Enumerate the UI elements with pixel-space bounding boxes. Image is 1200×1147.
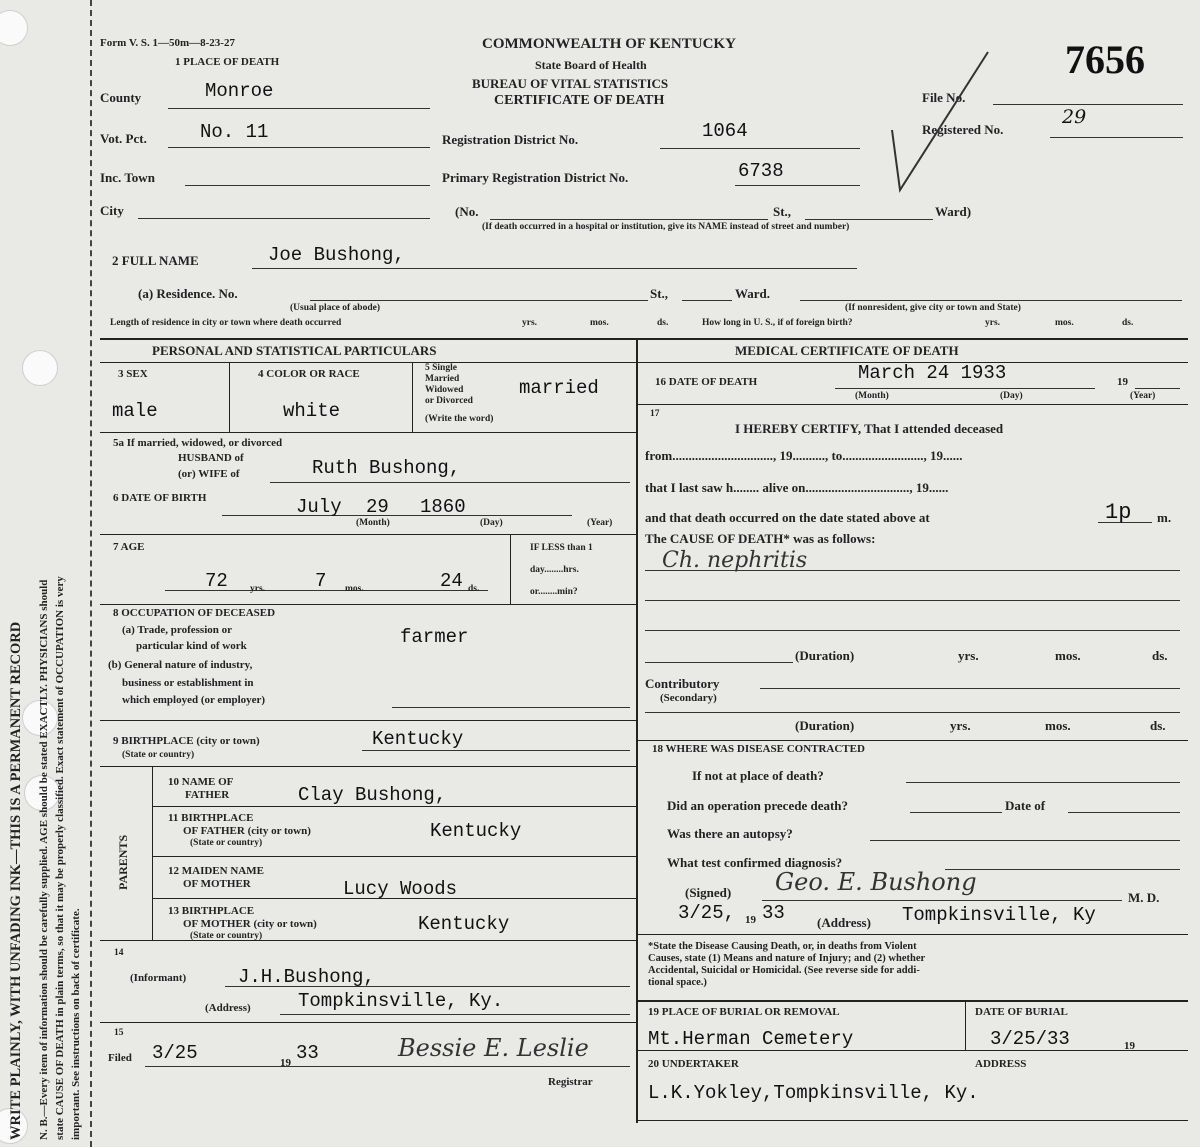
operation-date-underline [1068, 812, 1180, 813]
color-label: 4 COLOR OR RACE [258, 368, 360, 380]
age-label: 7 AGE [113, 541, 145, 553]
form-number: Form V. S. 1—50m—8-23-27 [100, 37, 235, 49]
vot-pct-label: Vot. Pct. [100, 131, 147, 146]
registrar-label: Registrar [548, 1076, 593, 1088]
city-underline [138, 218, 430, 219]
row-rule-2 [100, 534, 636, 535]
state-name: COMMONWEALTH OF KENTUCKY [482, 36, 736, 52]
signed-date: 3/25, [678, 902, 736, 924]
contributory-underline [760, 688, 1180, 689]
where-contracted-label: 18 WHERE WAS DISEASE CONTRACTED [652, 743, 865, 755]
dod-underline [835, 388, 1095, 389]
usual-place-caption: (Usual place of abode) [290, 303, 380, 313]
marital-write-caption: (Write the word) [425, 414, 494, 424]
cause-line-1 [645, 570, 1180, 571]
attended-from-line: from..............................., 19.........., to........................., 19...... [645, 448, 963, 463]
not-at-place-label: If not at place of death? [692, 768, 824, 783]
street-no-underline [490, 219, 768, 220]
cause-line-2 [645, 600, 1180, 601]
sex-label: 3 SEX [118, 368, 148, 380]
filed-date: 3/25 [152, 1042, 198, 1064]
grid-top-line [100, 338, 1188, 340]
test-confirmed-label: What test confirmed diagnosis? [667, 855, 843, 870]
signed-year: 33 [762, 902, 785, 924]
filed-year: 33 [296, 1042, 319, 1064]
primary-district-underline [735, 185, 860, 186]
certificate-title: CERTIFICATE OF DEATH [494, 93, 665, 108]
signed-underline [762, 900, 1122, 901]
place-of-death-title: 1 PLACE OF DEATH [175, 56, 280, 68]
margin-instruction-2: state CAUSE OF DEATH in plain terms, so that it may be properly classified. Exact statement of OCCUPATION is very [54, 576, 66, 1140]
informant-number: 14 [114, 948, 124, 958]
margin-instruction-main: WRITE PLAINLY, WITH UNFADING INK—THIS IS A PERMANENT RECORD [8, 621, 24, 1140]
duration-label-2: (Duration) [795, 718, 855, 733]
duration-underline-1 [645, 662, 793, 663]
age-yrs-caption: yrs. [250, 584, 266, 594]
parents-label: PARENTS [116, 834, 130, 890]
length-mos: mos. [590, 318, 609, 328]
age-less-2: day........hrs. [530, 565, 579, 575]
residence-label: (a) Residence. No. [138, 286, 238, 301]
marital-label-widowed: Widowed [425, 385, 464, 395]
inc-town-label: Inc. Town [100, 170, 155, 185]
how-long-us-label: How long in U. S., if of foreign birth? [702, 318, 853, 328]
duration-ds-1: ds. [1152, 648, 1168, 663]
burial-date-value: 3/25/33 [990, 1028, 1070, 1050]
file-no-label: File No. [922, 90, 966, 105]
not-at-place-underline [906, 782, 1180, 783]
dob-label: 6 DATE OF BIRTH [113, 492, 207, 504]
burial-divider [965, 1000, 966, 1050]
vot-pct-underline [168, 147, 430, 148]
dod-year-caption: (Year) [1130, 391, 1156, 401]
form-bottom-rule [636, 1120, 1188, 1121]
father-bp-value: Kentucky [430, 820, 522, 842]
residence-underline [310, 300, 648, 301]
mother-rule [152, 898, 636, 899]
filed-label: Filed [108, 1052, 132, 1064]
burial-place-label: 19 PLACE OF BURIAL OR REMOVAL [648, 1006, 840, 1018]
father-label-2: FATHER [185, 789, 230, 801]
informant-value: J.H.Bushong, [238, 966, 375, 988]
occupation-a-1: (a) Trade, profession or [122, 624, 232, 636]
marital-label-divorced: or Divorced [425, 396, 473, 406]
dod-year-underline [1135, 388, 1180, 389]
primary-district-value: 6738 [738, 160, 784, 182]
marital-value: married [519, 377, 599, 399]
duration-ds-2: ds. [1150, 718, 1166, 733]
duration-yrs-2: yrs. [950, 718, 971, 733]
physician-signature: Geo. E. Bushong [775, 868, 977, 896]
contributory-label: Contributory [645, 676, 720, 691]
informant-address-underline [280, 1014, 630, 1015]
dod-rule [636, 404, 1188, 405]
residence-ward-underline [800, 300, 1182, 301]
test-confirmed-underline [945, 869, 1180, 870]
row-rule-1 [100, 432, 636, 433]
contributory-rule [636, 740, 1188, 741]
form-left-edge [90, 0, 92, 1147]
stamp-number: 7656 [1065, 37, 1145, 82]
personal-section-title: PERSONAL AND STATISTICAL PARTICULARS [152, 343, 437, 358]
reg-district-underline [660, 148, 860, 149]
county-label: County [100, 90, 142, 105]
file-no-underline [993, 104, 1183, 105]
duration-mos-1: mos. [1055, 648, 1081, 663]
informant-address-label: (Address) [205, 1002, 251, 1014]
dob-underline [222, 515, 572, 516]
mother-label-2: OF MOTHER [183, 878, 251, 890]
informant-label: (Informant) [130, 972, 187, 984]
registered-no-underline [1050, 137, 1183, 138]
undertaker-value: L.K.Yokley,Tompkinsville, Ky. [648, 1082, 979, 1104]
last-saw-line: that I last saw h........ alive on................................, 19...... [645, 480, 949, 495]
length-yrs: yrs. [522, 318, 538, 328]
physician-address-label: (Address) [817, 915, 871, 930]
item-17: 17 [650, 409, 660, 419]
birthplace-label: 9 BIRTHPLACE (city or town) [113, 735, 260, 747]
street-ward-label: Ward) [935, 204, 972, 219]
informant-address-value: Tompkinsville, Ky. [298, 990, 504, 1012]
father-bp-label-3: (State or country) [190, 838, 263, 848]
board-name: State Board of Health [535, 58, 647, 72]
duration-mos-2: mos. [1045, 718, 1071, 733]
note-line-2: Causes, state (1) Means and nature of Injury; and (2) whether [648, 953, 926, 964]
mother-value: Lucy Woods [343, 878, 458, 900]
father-label-1: 10 NAME OF [168, 776, 234, 788]
spouse-value: Ruth Bushong, [312, 457, 461, 479]
margin-instruction-3: important. See instructions on back of certificate. [70, 908, 82, 1140]
father-bp-label-2: OF FATHER (city or town) [183, 825, 311, 837]
dob-day-caption: (Day) [480, 518, 503, 528]
cause-value: Ch. nephritis [662, 548, 808, 573]
father-bp-rule [152, 856, 636, 857]
autopsy-label: Was there an autopsy? [667, 826, 793, 841]
checkmark-icon [880, 40, 1000, 200]
physician-address-value: Tompkinsville, Ky [902, 904, 1096, 926]
cause-label: The CAUSE OF DEATH* was as follows: [645, 531, 876, 546]
hospital-note: (If death occurred in a hospital or institution, give its NAME instead of street and number) [482, 222, 850, 232]
residence-st-underline [682, 300, 732, 301]
sex-color-divider [229, 362, 230, 432]
reg-district-value: 1064 [702, 120, 748, 142]
spouse-label-1: 5a If married, widowed, or divorced [113, 437, 283, 449]
county-value: Monroe [205, 80, 274, 102]
father-rule [152, 806, 636, 807]
dob-year: 1860 [420, 496, 466, 518]
dob-month-caption: (Month) [356, 518, 390, 528]
sex-value: male [112, 400, 158, 422]
age-days: 24 [440, 570, 463, 592]
signed-year-prefix: 19 [745, 914, 756, 926]
occupation-label: 8 OCCUPATION OF DECEASED [113, 607, 276, 619]
row-rule-6 [100, 940, 636, 941]
medical-section-title: MEDICAL CERTIFICATE OF DEATH [735, 343, 959, 358]
father-value: Clay Bushong, [298, 784, 447, 806]
street-st-label: St., [773, 204, 792, 219]
birthplace-value: Kentucky [372, 728, 464, 750]
death-time-m: m. [1157, 510, 1172, 525]
operation-underline [910, 812, 1002, 813]
row-rule-4 [100, 720, 636, 721]
age-years: 72 [205, 570, 228, 592]
note-line-3: Accidental, Suicidal or Homicidal. (See reverse side for addi- [648, 965, 920, 976]
length-ds: ds. [657, 318, 669, 328]
nonresident-note: (If nonresident, give city or town and State) [845, 303, 1021, 313]
marital-label-single: 5 Single [425, 363, 457, 373]
occupation-value: farmer [400, 626, 469, 648]
age-less-1: IF LESS than 1 [530, 543, 593, 553]
filed-year-prefix: 19 [280, 1057, 291, 1069]
age-months: 7 [315, 570, 327, 592]
burial-date-label: DATE OF BURIAL [975, 1006, 1068, 1018]
certify-text: I HEREBY CERTIFY, That I attended deceased [735, 421, 1004, 436]
burial-place-value: Mt.Herman Cemetery [648, 1028, 854, 1050]
death-time-value: 1p [1105, 500, 1132, 525]
dob-month: July [296, 496, 342, 518]
age-ds-caption: ds. [468, 584, 480, 594]
dod-day-caption: (Day) [1000, 391, 1023, 401]
note-line-1: *State the Disease Causing Death, or, in deaths from Violent [648, 941, 917, 952]
contributory-line-2 [645, 712, 1180, 713]
birthplace-underline [362, 750, 630, 751]
reg-district-label: Registration District No. [442, 132, 579, 147]
filed-number: 15 [114, 1028, 124, 1038]
marital-label-married: Married [425, 374, 460, 384]
cause-line-3 [645, 630, 1180, 631]
registered-no-label: Registered No. [922, 122, 1004, 137]
us-mos: mos. [1055, 318, 1074, 328]
color-value: white [283, 400, 341, 422]
occupation-b-1: (b) General nature of industry, [108, 659, 253, 671]
signed-rule [636, 934, 1188, 935]
margin-instruction-1: N. B.—Every item of information should be carefully supplied. AGE should be stated EXACTLY. PHYSICIANS should [38, 579, 50, 1140]
age-less-3: or........min? [530, 587, 578, 597]
bureau-name: BUREAU OF VITAL STATISTICS [472, 76, 669, 91]
county-underline [168, 108, 430, 109]
residence-ward-label: Ward. [735, 286, 771, 301]
mother-bp-label-1: 13 BIRTHPLACE [168, 905, 255, 917]
length-residence-label: Length of residence in city or town where death occurred [110, 318, 342, 328]
operation-date-label: Date of [1005, 798, 1046, 813]
autopsy-underline [870, 840, 1180, 841]
occupation-b-3: which employed (or employer) [122, 694, 266, 706]
mother-bp-label-3: (State or country) [190, 931, 263, 941]
full-name-label: 2 FULL NAME [112, 253, 199, 268]
primary-district-label: Primary Registration District No. [442, 170, 629, 185]
registered-no-value: 29 [1062, 106, 1087, 128]
grid-center-line [636, 338, 638, 1123]
death-occurred-label: and that death occurred on the date stated above at [645, 510, 930, 525]
dob-day: 29 [366, 496, 389, 518]
filed-underline [145, 1066, 630, 1067]
burial-bottom-rule [636, 1050, 1188, 1051]
dod-19: 19 [1117, 376, 1128, 388]
spouse-underline [270, 482, 630, 483]
inc-town-underline [185, 185, 430, 186]
us-yrs: yrs. [985, 318, 1001, 328]
vot-pct-value: No. 11 [200, 121, 269, 143]
employer-underline [392, 707, 630, 708]
note-line-4: tional space.) [648, 977, 707, 988]
dod-value: March 24 1933 [858, 362, 1007, 384]
street-no-label: (No. [455, 204, 479, 219]
signed-label: (Signed) [685, 885, 732, 900]
dod-label: 16 DATE OF DEATH [655, 376, 758, 388]
age-mos-caption: mos. [345, 584, 364, 594]
full-name-underline [252, 268, 857, 269]
father-bp-label-1: 11 BIRTHPLACE [168, 812, 254, 824]
color-marital-divider [412, 362, 413, 432]
md-label: M. D. [1128, 890, 1160, 905]
registrar-signature: Bessie E. Leslie [398, 1034, 589, 1062]
duration-yrs-1: yrs. [958, 648, 979, 663]
street-st-underline [805, 219, 933, 220]
mother-bp-label-2: OF MOTHER (city or town) [183, 918, 317, 930]
burial-19: 19 [1124, 1040, 1135, 1052]
occupation-a-2: particular kind of work [136, 640, 247, 652]
us-ds: ds. [1122, 318, 1134, 328]
dob-year-caption: (Year) [587, 518, 613, 528]
occupation-b-2: business or establishment in [122, 677, 254, 689]
mother-bp-value: Kentucky [418, 913, 510, 935]
undertaker-address-label: ADDRESS [975, 1058, 1027, 1070]
birthplace-caption: (State or country) [122, 750, 195, 760]
undertaker-label: 20 UNDERTAKER [648, 1058, 739, 1070]
spouse-label-wife: (or) WIFE of [178, 468, 240, 480]
dod-month-caption: (Month) [855, 391, 889, 401]
spouse-label-husband: HUSBAND of [178, 452, 244, 464]
residence-st-label: St., [650, 286, 669, 301]
operation-label: Did an operation precede death? [667, 798, 849, 813]
row-rule-5 [100, 766, 636, 767]
city-label: City [100, 203, 124, 218]
row-rule-7 [100, 1022, 636, 1023]
duration-label-1: (Duration) [795, 648, 855, 663]
full-name-value: Joe Bushong, [268, 244, 405, 266]
punch-hole-middle [22, 350, 58, 386]
personal-title-rule [100, 362, 636, 363]
age-less-divider [510, 534, 511, 604]
mother-label-1: 12 MAIDEN NAME [168, 865, 264, 877]
parents-divider [152, 766, 153, 940]
burial-top-rule [636, 1000, 1188, 1002]
contributory-secondary: (Secondary) [660, 692, 717, 704]
row-rule-3 [100, 604, 636, 605]
punch-hole-top [0, 10, 28, 46]
